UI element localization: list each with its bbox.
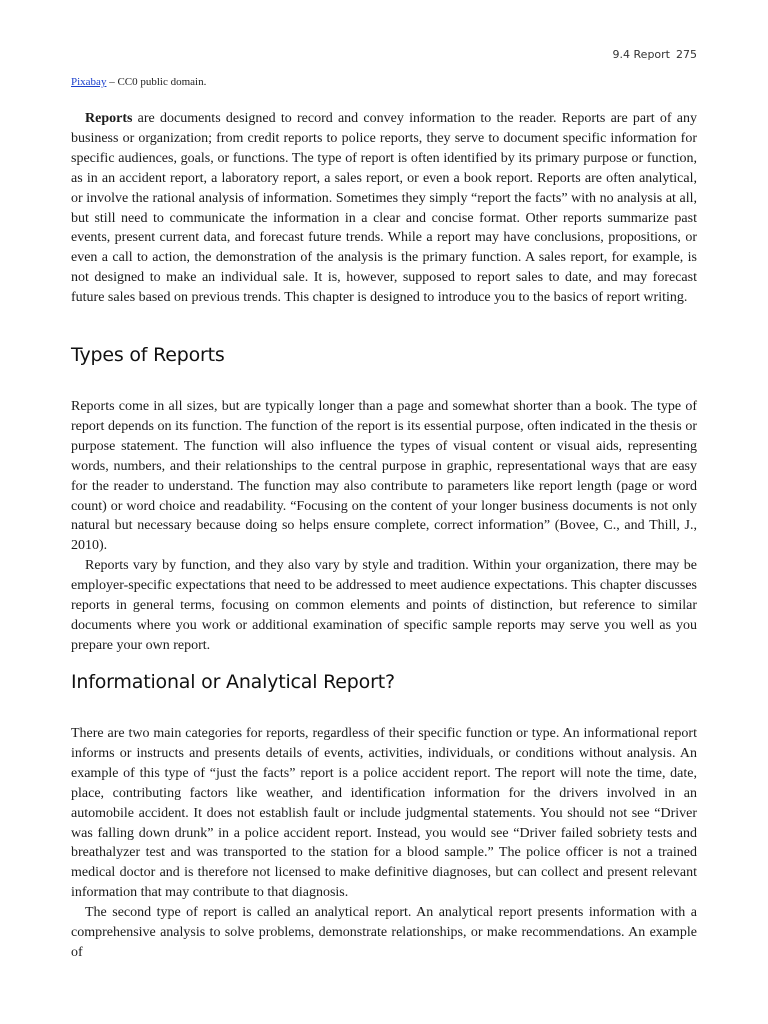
types-paragraph-2: Reports vary by function, and they also vary by style and tradition. Within your organization, there may be employer-specific expectations that need to be addressed to meet audience expectations. This chapter discusses reports in general terms, focusing on common elements and points of distinction, but reference to similar documents where you work or additional examination of specific sample reports may serve you well as you prepare your own report. [71,558,697,653]
types-section-body [71,397,697,656]
reports-term: Reports [85,111,133,126]
informational-analytical-heading: Informational or Analytical Report? [71,671,395,693]
info-paragraph-2: The second type of report is called an analytical report. An analytical report presents information with a comprehensive analysis to solve problems, demonstrate relationships, or make recommendations. An example of [71,905,697,960]
pixabay-link[interactable]: Pixabay [71,76,107,88]
intro-text: are documents designed to record and convey information to the reader. Reports are part of any business or organization; from credit reports to police reports, they serve to document specific information for specific audiences, goals, or functions. The type of report is often identified by its primary purpose or function, as in an accident report, a laboratory report, a sales report, or even a book report. Reports are often analytical, or involve the rational analysis of information. Sometimes they simply “report the facts” with no analysis at all, but still need to communicate the information in a clear and concise format. Other reports summarize past events, present current data, and forecast future trends. While a report may have conclusions, propositions, or even a call to action, the demonstration of the analysis is the primary function. A sales report, for example, is not designed to make an individual sale. It is, however, supposed to report sales to date, and may forecast future sales based on previous trends. This chapter is designed to introduce you to the basics of report writing. [71,111,697,306]
section-label: 9.4 Report [612,48,670,61]
image-credit [71,76,206,88]
types-paragraph-1: Reports come in all sizes, but are typically longer than a page and somewhat shorter than a book. The type of report depends on its function. The function of the report is its essential purpose, often indicated in the thesis or purpose statement. The function will also influence the types of visual content or visual aids, representing words, numbers, and their relationships to the central purpose in graphic, representational ways that are easy for the reader to understand. The function may also contribute to parameters like report length (page or word count) or word choice and readability. “Focusing on the content of your longer business documents is not only natural but necessary because doing so helps ensure complete, correct information” (Bovee, C., and Thill, J., 2010). [71,399,697,554]
info-section-body [71,724,697,963]
running-header [613,48,697,61]
intro-paragraph [71,109,697,308]
types-of-reports-heading: Types of Reports [71,344,225,366]
credit-license: – CC0 public domain. [106,76,207,88]
page-number: 275 [676,48,697,61]
info-paragraph-1: There are two main categories for reports, regardless of their specific function or type. An informational report informs or instructs and presents details of events, activities, individuals, or conditions without analysis. An example of this type of “just the facts” report is a police accident report. The report will note the time, date, place, contributing factors like weather, and identification information for the drivers involved in an automobile accident. It does not establish fault or include judgmental statements. You should not see “Driver was falling down drunk” in a police accident report. Instead, you would see “Driver failed sobriety tests and breathalyzer test and was transported to the station for a blood sample.” The police officer is not a trained medical doctor and is therefore not licensed to make definitive diagnoses, but can collect and present relevant information that may contribute to that diagnosis. [71,726,697,901]
